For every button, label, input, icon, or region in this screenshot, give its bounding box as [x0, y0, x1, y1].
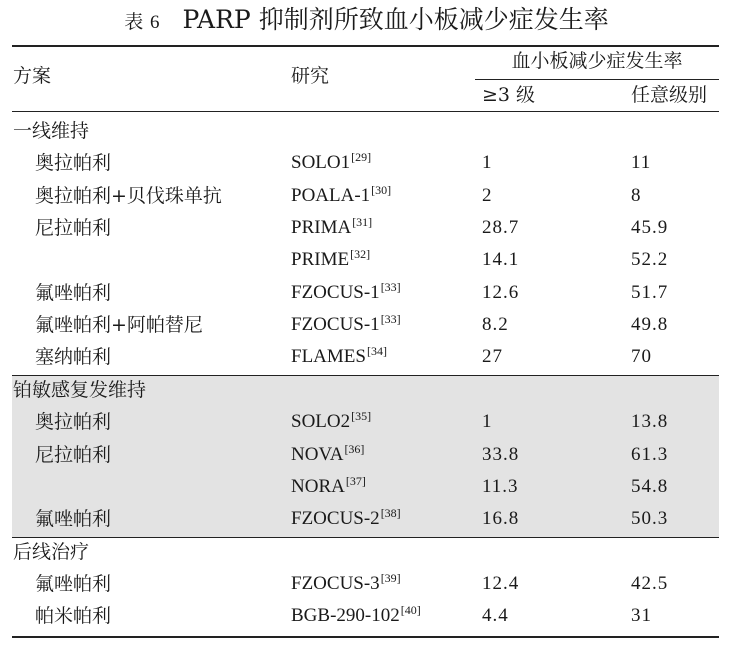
- study-name: PRIME: [291, 249, 350, 270]
- header-scheme: 方案: [13, 65, 52, 87]
- reference-marker: [35]: [351, 409, 372, 423]
- study-cell: [291, 507, 401, 531]
- study-name: PRIMA: [291, 217, 352, 238]
- study-name: FLAMES: [291, 346, 366, 367]
- group-label: 后线治疗: [13, 541, 90, 563]
- reference-marker: [30]: [371, 183, 392, 197]
- any-grade-value: 50.3: [631, 508, 669, 529]
- study-cell: [291, 475, 366, 499]
- reference-marker: [37]: [345, 474, 366, 488]
- reference-marker: [33]: [380, 312, 401, 326]
- grade3-value: 14.1: [482, 249, 520, 270]
- grade3-value: 1: [482, 152, 493, 173]
- study-cell: [291, 410, 371, 434]
- study-name: NORA: [291, 476, 345, 497]
- study-name: NOVA: [291, 444, 344, 465]
- study-cell: [291, 184, 391, 208]
- reference-marker: [36]: [344, 442, 365, 456]
- grade3-value: 12.6: [482, 282, 520, 303]
- any-grade-value: 31: [631, 605, 652, 626]
- grade3-value: 33.8: [482, 444, 520, 465]
- group-rule-1: [12, 375, 719, 376]
- group-label: 一线维持: [13, 120, 90, 142]
- reference-marker: [39]: [380, 571, 401, 585]
- study-cell: [291, 281, 401, 305]
- reference-marker: [33]: [380, 280, 401, 294]
- reference-marker: [34]: [366, 344, 387, 358]
- scheme-cell: 奥拉帕利+贝伐珠单抗: [35, 185, 222, 207]
- scheme-cell: 奥拉帕利: [35, 411, 112, 433]
- table-number: 表 6: [124, 12, 161, 33]
- scheme-cell: 奥拉帕利: [35, 152, 112, 174]
- study-name: POALA-1: [291, 185, 371, 206]
- any-grade-value: 54.8: [631, 476, 669, 497]
- grade3-value: 27: [482, 346, 503, 367]
- scheme-cell: 氟唑帕利: [35, 282, 112, 304]
- reference-marker: [32]: [350, 247, 371, 261]
- grade3-value: 28.7: [482, 217, 520, 238]
- header-grade3: ≥3 级: [482, 84, 536, 106]
- header-incidence: 血小板减少症发生率: [511, 50, 683, 72]
- header-any-grade: 任意级别: [631, 84, 708, 106]
- bottom-rule: [12, 636, 719, 638]
- study-name: SOLO1: [291, 152, 351, 173]
- any-grade-value: 8: [631, 185, 642, 206]
- any-grade-value: 42.5: [631, 573, 669, 594]
- study-cell: [291, 313, 401, 337]
- study-name: BGB-290-102: [291, 605, 400, 626]
- top-rule: [12, 45, 719, 47]
- study-cell: [291, 151, 371, 175]
- table-caption: PARP 抑制剂所致血小板减少症发生率: [182, 5, 609, 34]
- grade3-value: 2: [482, 185, 493, 206]
- study-cell: [291, 248, 370, 272]
- group-label: 铂敏感复发维持: [13, 379, 147, 401]
- grade3-value: 1: [482, 411, 493, 432]
- any-grade-value: 51.7: [631, 282, 669, 303]
- any-grade-value: 61.3: [631, 444, 669, 465]
- study-name: FZOCUS-2: [291, 508, 380, 529]
- study-name: SOLO2: [291, 411, 351, 432]
- reference-marker: [40]: [400, 603, 421, 617]
- study-name: FZOCUS-1: [291, 314, 380, 335]
- study-cell: [291, 216, 372, 240]
- grade3-value: 4.4: [482, 605, 509, 626]
- any-grade-value: 11: [631, 152, 652, 173]
- scheme-cell: 帕米帕利: [35, 605, 112, 627]
- scheme-cell: 氟唑帕利: [35, 573, 112, 595]
- scheme-cell: 尼拉帕利: [35, 217, 112, 239]
- grade3-value: 11.3: [482, 476, 519, 497]
- study-name: FZOCUS-3: [291, 573, 380, 594]
- subheader-rule: [475, 79, 719, 80]
- study-cell: [291, 345, 387, 369]
- grade3-value: 16.8: [482, 508, 520, 529]
- any-grade-value: 70: [631, 346, 652, 367]
- table-title: [0, 2, 733, 41]
- study-cell: [291, 443, 364, 467]
- any-grade-value: 45.9: [631, 217, 669, 238]
- reference-marker: [29]: [351, 150, 372, 164]
- study-cell: [291, 604, 421, 628]
- any-grade-value: 49.8: [631, 314, 669, 335]
- any-grade-value: 52.2: [631, 249, 669, 270]
- group-rule-2: [12, 537, 719, 538]
- grade3-value: 8.2: [482, 314, 509, 335]
- study-cell: [291, 572, 401, 596]
- scheme-cell: 氟唑帕利: [35, 508, 112, 530]
- reference-marker: [31]: [352, 215, 373, 229]
- study-name: FZOCUS-1: [291, 282, 380, 303]
- scheme-cell: 尼拉帕利: [35, 444, 112, 466]
- grade3-value: 12.4: [482, 573, 520, 594]
- reference-marker: [38]: [380, 506, 401, 520]
- scheme-cell: 塞纳帕利: [35, 346, 112, 368]
- header-rule: [12, 111, 719, 112]
- header-study: 研究: [291, 65, 330, 87]
- any-grade-value: 13.8: [631, 411, 669, 432]
- scheme-cell: 氟唑帕利+阿帕替尼: [35, 314, 203, 336]
